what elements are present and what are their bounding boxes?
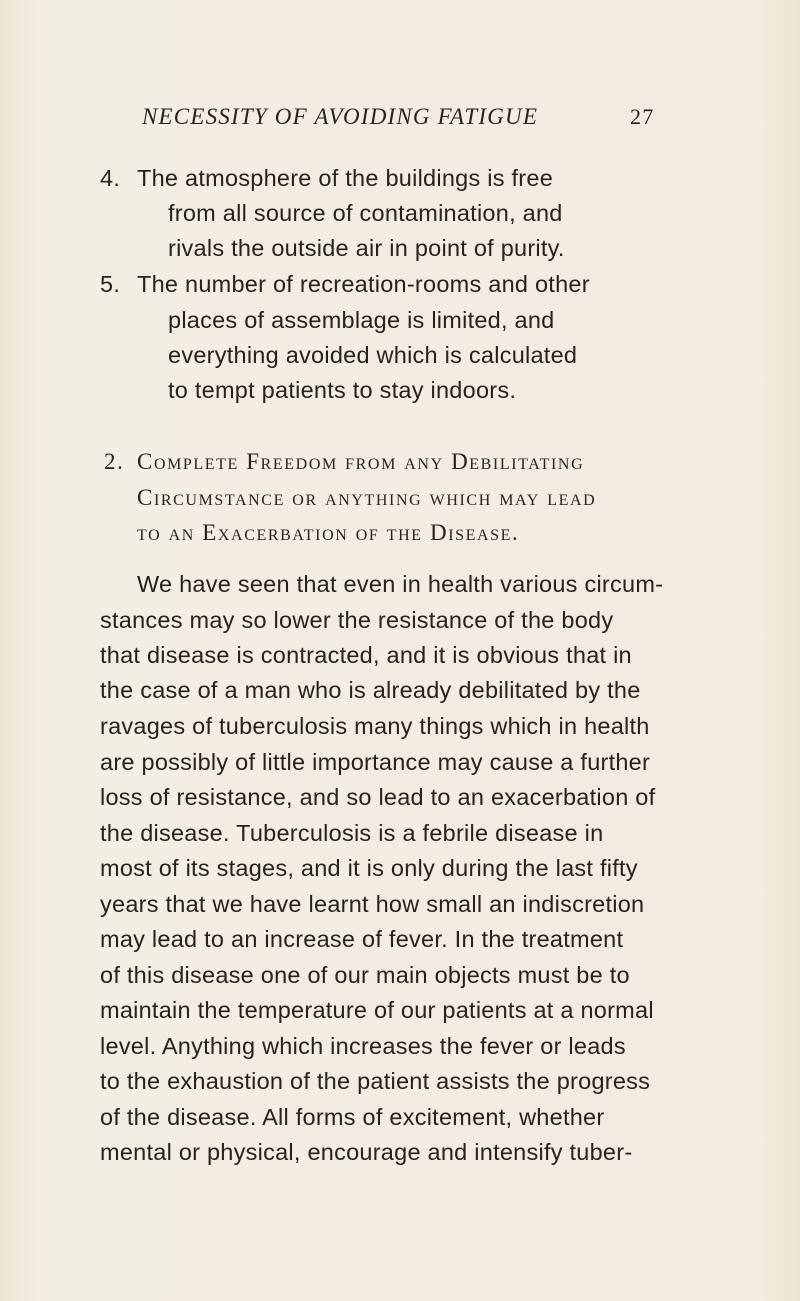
paragraph-line: the case of a man who is already debilitated by the <box>100 677 641 703</box>
paragraph-line: may lead to an increase of fever. In the treatment <box>100 926 624 952</box>
paragraph-line: loss of resistance, and so lead to an exacerbation of <box>100 784 656 810</box>
paragraph-line: are possibly of little importance may cause a further <box>100 749 651 775</box>
paragraph-line: ravages of tuberculosis many things which in health <box>100 713 650 739</box>
paragraph-line: of the disease. All forms of excitement, whether <box>100 1104 605 1130</box>
paragraph-line: the disease. Tuberculosis is a febrile disease in <box>100 820 604 846</box>
paragraph-line: level. Anything which increases the fever or leads <box>100 1033 626 1059</box>
section-heading-line: Circumstance or anything which may lead <box>137 485 597 510</box>
list-item-line: The atmosphere of the buildings is free <box>137 165 554 191</box>
paragraph-line: maintain the temperature of our patients at a normal <box>100 997 654 1023</box>
list-item-number: 5. <box>100 271 121 297</box>
paragraph-line: years that we have learnt how small an indiscretion <box>100 891 645 917</box>
section-number: 2. <box>104 449 125 474</box>
section-heading-line: to an Exacerbation of the Disease. <box>137 520 520 545</box>
paragraph-line: most of its stages, and it is only during the last fifty <box>100 855 638 881</box>
list-item-line: to tempt patients to stay indoors. <box>168 377 517 403</box>
running-head-title: NECESSITY OF AVOIDING FATIGUE <box>142 104 539 129</box>
list-item-line: everything avoided which is calculated <box>168 342 578 368</box>
paragraph-line: mental or physical, encourage and intensify tuber- <box>100 1139 633 1165</box>
paragraph-line: to the exhaustion of the patient assists the progress <box>100 1068 651 1094</box>
list-item-line: places of assemblage is limited, and <box>168 307 555 333</box>
paragraph-line: that disease is contracted, and it is obvious that in <box>100 642 632 668</box>
list-item-line: rivals the outside air in point of purity. <box>168 235 565 261</box>
paragraph-line: stances may so lower the resistance of the body <box>100 607 614 633</box>
page-number: 27 <box>630 104 655 129</box>
list-item-line: The number of recreation-rooms and other <box>137 271 590 297</box>
list-item-number: 4. <box>100 165 121 191</box>
paragraph-line: We have seen that even in health various circum- <box>137 571 664 597</box>
paragraph-line: of this disease one of our main objects must be to <box>100 962 630 988</box>
running-head <box>142 104 662 138</box>
list-item-line: from all source of contamination, and <box>168 200 563 226</box>
section-heading-line: Complete Freedom from any Debilitating <box>137 449 585 474</box>
